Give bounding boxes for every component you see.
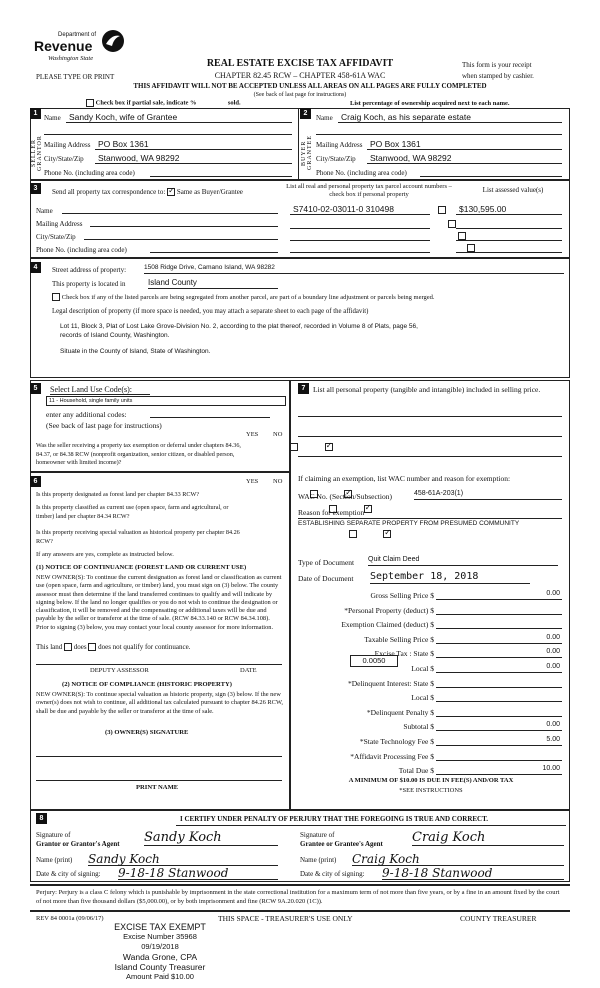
exempt-stamp [100, 922, 220, 982]
grantee-print-name[interactable]: Craig Koch [352, 852, 564, 866]
seller-name-field[interactable]: Sandy Koch, wife of Grantee [66, 112, 292, 123]
form-title: REAL ESTATE EXCISE TAX AFFIDAVIT [206, 58, 394, 69]
calc-row-value[interactable]: 0.00 [436, 648, 562, 658]
buyer-phone-label: Phone No. (including area code) [316, 169, 407, 177]
partial-sale-checkbox[interactable] [86, 99, 94, 107]
section-7-number: 7 [298, 383, 309, 394]
corr-city-label: City/State/Zip [36, 233, 76, 241]
certify-statement: I CERTIFY UNDER PENALTY OF PERJURY THAT THE FOREGOING IS TRUE AND CORRECT. [180, 815, 489, 823]
does-not-label: does not [98, 643, 122, 651]
seller-city-field[interactable]: Stanwood, WA 98292 [95, 153, 292, 164]
grantee-date-label: Date & city of signing: [300, 870, 365, 878]
corr-mail-label: Mailing Address [36, 220, 83, 228]
calc-row-value[interactable]: 0.00 [436, 663, 562, 673]
notice2-title: (2) NOTICE OF COMPLIANCE (HISTORIC PROPERTY) [62, 681, 232, 688]
section-6 [30, 472, 290, 810]
calc-row-label: *Delinquent Penalty $ [366, 707, 434, 717]
section-6-number: 6 [30, 476, 41, 487]
calc-row-label: Taxable Selling Price $ [364, 634, 434, 644]
calc-row-value[interactable]: 0.00 [436, 721, 562, 731]
grantor-sig-label: Signature of [36, 831, 71, 839]
assessed-value-4[interactable] [456, 252, 562, 253]
personal-property-checkbox-1[interactable] [438, 206, 446, 214]
legal-label: Legal description of property (if more space is needed, you may attach a separate sheet to each page of the affidavit) [52, 308, 369, 315]
notice3-title: (3) OWNER(S) SIGNATURE [105, 729, 189, 736]
seller-side-label: SELLER GRANTOR [31, 135, 43, 171]
notice1-text: NEW OWNER(S): To continue the current designation as forest land or classification as current use (open space, farm and agriculture, or timber) land, you must sign on (3) below. The county assessor must then determine if the land transferred continues to qualify and will indicate by signing below. If the land no longer qualifies or you do not wish to continue the designation or classification, it will be removed and the compensating or additional taxes will be due and payable by the seller or transferor at the time of sale. (RCW 84.33.140 or RCW 84.34.108). Prior to signing (3) below, you may contact your local county assessor for more information. [36, 574, 282, 631]
print-name-label: PRINT NAME [136, 784, 179, 791]
ownership-note: List percentage of ownership acquired next to each name. [350, 100, 510, 107]
sec6-q1: Is this property designated as forest land per chapter 84.33 RCW? [36, 491, 200, 498]
land-use-see-back: (See back of last page for instructions) [46, 421, 162, 430]
street-field[interactable]: 1508 Ridge Drive, Camano Island, WA 98282 [144, 264, 564, 274]
legal-desc-3: Situate in the County of Island, State of Washington. [60, 348, 211, 355]
grantor-date-city[interactable]: 9-18-18 Stanwood [118, 866, 278, 880]
buyer-name-label: Name [316, 114, 333, 122]
calc-row-label: *State Technology Fee $ [359, 737, 434, 746]
section-4 [30, 258, 570, 378]
calc-row-value[interactable]: 0.00 [436, 590, 562, 600]
buyer-mail-field[interactable]: PO Box 1361 [367, 139, 562, 150]
grantee-sig-label: Signature of [300, 831, 335, 839]
assessed-header: List assessed value(s) [482, 186, 544, 194]
segregated-checkbox[interactable] [52, 293, 60, 301]
calc-row-value[interactable] [436, 619, 562, 629]
section-5-number: 5 [30, 383, 41, 394]
wac-label: WAC No. (Section/Subsection) [298, 492, 392, 501]
buyer-city-field[interactable]: Stanwood, WA 98292 [367, 153, 562, 164]
calc-row-label: Local $ [411, 664, 434, 673]
calc-row-label: Subtotal $ [403, 722, 434, 732]
corr-name-field[interactable] [62, 213, 278, 214]
land-use-title: Select Land Use Code(s): [50, 385, 150, 395]
calc-row-label: Total Due $ [398, 766, 434, 776]
deputy-date-label: DATE [240, 667, 257, 674]
county-treasurer: COUNTY TREASURER [460, 914, 537, 923]
see-back: (See back of last page for instructions) [253, 92, 347, 98]
grantee-name-label: Name (print) [300, 856, 337, 864]
buyer-phone-field[interactable] [420, 176, 562, 177]
calc-row-value[interactable] [436, 692, 562, 702]
send-correspondence [52, 188, 243, 196]
seller-name-label: Name [44, 114, 61, 122]
land-use-code-field[interactable]: 11 - Household, single family units [46, 396, 286, 406]
calc-row-value[interactable] [436, 605, 562, 615]
doc-date-field[interactable]: September 18, 2018 [370, 571, 530, 584]
calc-row-label: *Personal Property (deduct) $ [344, 605, 434, 615]
calc-row-value[interactable]: 0.00 [436, 634, 562, 644]
seller-phone-field[interactable] [150, 176, 292, 177]
same-as-buyer-checkbox[interactable] [167, 188, 175, 196]
seller-mail-label: Mailing Address [44, 141, 91, 149]
seller-mail-field[interactable]: PO Box 1361 [95, 139, 292, 150]
revenue-logo [34, 28, 130, 64]
section-1-number: 1 [30, 108, 41, 119]
sec6-q3: Is this property receiving special valuation as historical property per chapter 84.26 RCW? [36, 529, 240, 545]
sec5-question: Was the seller receiving a property tax exemption or deferral under chapters 84.36, 84.37, or 84.38 RCW (nonprofit organization, senior citizen, or disabled person, homeowner with limited income)? [36, 442, 241, 466]
legal-desc-1: Lot 11, Block 3, Plat of Lost Lake Grove-Division No. 2, according to the plat thereof, recorded in Volume 8 of Plats, page 56, [60, 323, 418, 330]
calc-row-label: Gross Selling Price $ [370, 591, 434, 600]
calc-row-value[interactable] [436, 751, 562, 761]
notice1-title: (1) NOTICE OF CONTINUANCE (FOREST LAND OR CURRENT USE) [36, 564, 247, 571]
additional-codes-field[interactable] [150, 417, 270, 418]
sec5-no-header: NO [273, 431, 283, 438]
section-4-number: 4 [30, 262, 41, 273]
stamp-line-4: Wanda Grone, CPA [122, 952, 198, 962]
reason-field[interactable]: ESTABLISHING SEPARATE PROPERTY FROM PRESUMED COMMUNITY [298, 518, 562, 527]
doc-type-label: Type of Document [298, 558, 355, 567]
buyer-city-label: City/State/Zip [316, 155, 356, 163]
seller-city-label: City/State/Zip [44, 155, 84, 163]
parcel-number-1[interactable]: S7410-02-03011-0 310498 [290, 204, 430, 215]
reason-label: Reason for exemption [298, 508, 365, 517]
perjury-statement: Perjury: Perjury is a class C felony which is punishable by imprisonment in the state correctional institution for a maximum term of not more than five years, or by a fine in an amount fixed by the court of not more than five thousand dollars ($5,000.00), or by both imprisonment and fine (RCW 9A.20.020 (1C)). [36, 889, 560, 905]
grantee-signature[interactable]: Craig Koch [412, 830, 564, 846]
sold-label: sold. [227, 99, 241, 107]
owner-sig-line-1[interactable] [36, 756, 282, 757]
stamp-line-6: Amount Paid $10.00 [126, 972, 194, 981]
sec6-yes-header: YES [246, 478, 259, 485]
grantor-date-label: Date & city of signing: [36, 870, 101, 878]
treasurer-space: THIS SPACE - TREASURER'S USE ONLY [218, 914, 353, 923]
stamp-line-3: 09/19/2018 [141, 942, 179, 951]
corr-mail-field[interactable] [90, 226, 278, 227]
calc-row-label: Excise Tax : State $ [374, 649, 434, 659]
same-as-buyer-label: Same as Buyer/Grantee [176, 188, 243, 196]
calc-row-label: *Affidavit Processing Fee $ [350, 751, 434, 761]
sec6-no-header: NO [273, 478, 283, 485]
notice2-text: NEW OWNER(S): To continue special valuation as historic property, sign (3) below. If the new owner(s) does not wish to continue, all additional tax calculated pursuant to chapter 84.26 RCW, shall be due and payable by the seller or transferor at the time of sale. [36, 691, 283, 715]
located-label: This property is located in [52, 280, 126, 288]
deputy-label: DEPUTY ASSESSOR [90, 667, 149, 674]
grantee-agent-label: Grantee or Grantee's Agent [300, 840, 383, 848]
local-rate-field[interactable]: 0.0050 [350, 655, 398, 667]
parcel-list-header: List all real and personal property tax parcel account numbers – check box if personal property [286, 183, 452, 198]
parcel-number-3[interactable] [290, 240, 430, 241]
partial-sale-row [86, 99, 241, 107]
calc-row-label: Exemption Claimed (deduct) $ [341, 620, 434, 630]
assessed-value-1[interactable]: $130,595.00 [456, 204, 562, 215]
section-2-number: 2 [300, 108, 311, 119]
street-label: Street address of property: [52, 266, 127, 274]
does-label: does [73, 643, 87, 651]
stamp-line-5: Island County Treasurer [114, 962, 206, 972]
send-label: Send all property tax correspondence to: [52, 188, 166, 196]
logo-dept: Department of [58, 32, 97, 38]
assessed-value-2[interactable] [456, 228, 562, 229]
grantor-name-label: Name (print) [36, 856, 73, 864]
receipt-note-2: when stamped by cashier. [462, 72, 534, 80]
form-chapter: CHAPTER 82.45 RCW – CHAPTER 458-61A WAC [214, 71, 386, 80]
deputy-signature-line[interactable] [36, 664, 282, 665]
parcel-number-4[interactable] [290, 252, 430, 253]
sec5-yes-header: YES [246, 431, 259, 438]
corr-phone-field[interactable] [150, 252, 278, 253]
corr-city-field[interactable] [84, 239, 278, 240]
buyer-name-field[interactable]: Craig Koch, as his separate estate [338, 112, 562, 123]
additional-codes-label: enter any additional codes: [46, 410, 127, 419]
exemption-header: If claiming an exemption, list WAC number and reason for exemption: [298, 474, 511, 483]
legal-desc-2: records of Island County, Washington. [60, 332, 170, 339]
doc-date-label: Date of Document [298, 574, 354, 583]
doc-type-field[interactable]: Quit Claim Deed [368, 556, 558, 566]
revenue-swirl-icon [100, 28, 126, 54]
stamp-line-1: EXCISE TAX EXEMPT [114, 922, 206, 932]
calc-row-label: Local $ [411, 693, 434, 703]
section-3-number: 3 [30, 183, 41, 194]
rev-number: REV 84 0001a (09/06/17) [36, 915, 104, 922]
see-instructions: *SEE INSTRUCTIONS [399, 787, 463, 794]
segregated-row [52, 293, 562, 301]
grantor-print-name[interactable]: Sandy Koch [88, 852, 278, 866]
calc-row-value[interactable]: 5.00 [436, 736, 562, 746]
logo-state: Washington State [48, 55, 94, 62]
grantee-date-city[interactable]: 9-18-18 Stanwood [382, 866, 564, 880]
owner-sig-line-2[interactable] [36, 780, 282, 781]
section-8-number: 8 [36, 813, 47, 824]
qualify-label: qualify for continuance. [123, 643, 191, 651]
calc-row-value[interactable] [436, 678, 562, 688]
parcel-number-2[interactable] [290, 228, 430, 229]
wac-field[interactable]: 458-61A-203(1) [414, 490, 562, 500]
buyer-mail-label: Mailing Address [316, 141, 363, 149]
seller-phone-label: Phone No. (including area code) [44, 169, 135, 177]
county-field[interactable]: Island County [148, 278, 278, 289]
does-not-checkbox[interactable] [88, 643, 96, 651]
completion-notice: THIS AFFIDAVIT WILL NOT BE ACCEPTED UNLESS ALL AREAS ON ALL PAGES ARE FULLY COMPLETED [133, 82, 487, 90]
calc-row-value[interactable] [436, 707, 562, 717]
please-type: PLEASE TYPE OR PRINT [36, 73, 115, 81]
sec6-q2: Is this property classified as current use (open space, farm and agricultural, or timber) land per chapter 84.34 RCW? [36, 504, 229, 520]
receipt-note-1: This form is your receipt [462, 61, 532, 69]
continuance-row [36, 643, 190, 651]
if-yes-note: If any answers are yes, complete as instructed below. [36, 551, 174, 558]
corr-phone-label: Phone No. (including area code) [36, 246, 127, 254]
logo-agency: Revenue [34, 38, 93, 54]
corr-name-label: Name [36, 207, 53, 215]
calc-row-value[interactable]: 10.00 [436, 765, 562, 775]
personal-property-title: List all personal property (tangible and intangible) included in selling price. [313, 385, 541, 394]
grantor-agent-label: Grantor or Grantor's Agent [36, 840, 120, 848]
does-checkbox[interactable] [64, 643, 72, 651]
minimum-note: A MINIMUM OF $10.00 IS DUE IN FEE(S) AND/OR TAX [348, 777, 514, 784]
this-land-label: This land [36, 643, 63, 651]
assessed-value-3[interactable] [456, 240, 562, 241]
calc-row-label: *Delinquent Interest: State $ [347, 678, 434, 688]
partial-sale-label: Check box if partial sale, indicate % [95, 99, 197, 107]
stamp-line-2: Excise Number 35968 [123, 932, 197, 941]
personal-property-checkbox-2[interactable] [448, 220, 456, 228]
segregated-label: Check box if any of the listed parcels are being segregated from another parcel, are part of a boundary line adjustment or parcels being merged. [61, 294, 435, 301]
grantor-signature[interactable]: Sandy Koch [144, 830, 278, 846]
buyer-side-label: BUYER GRANTEE [301, 135, 313, 171]
